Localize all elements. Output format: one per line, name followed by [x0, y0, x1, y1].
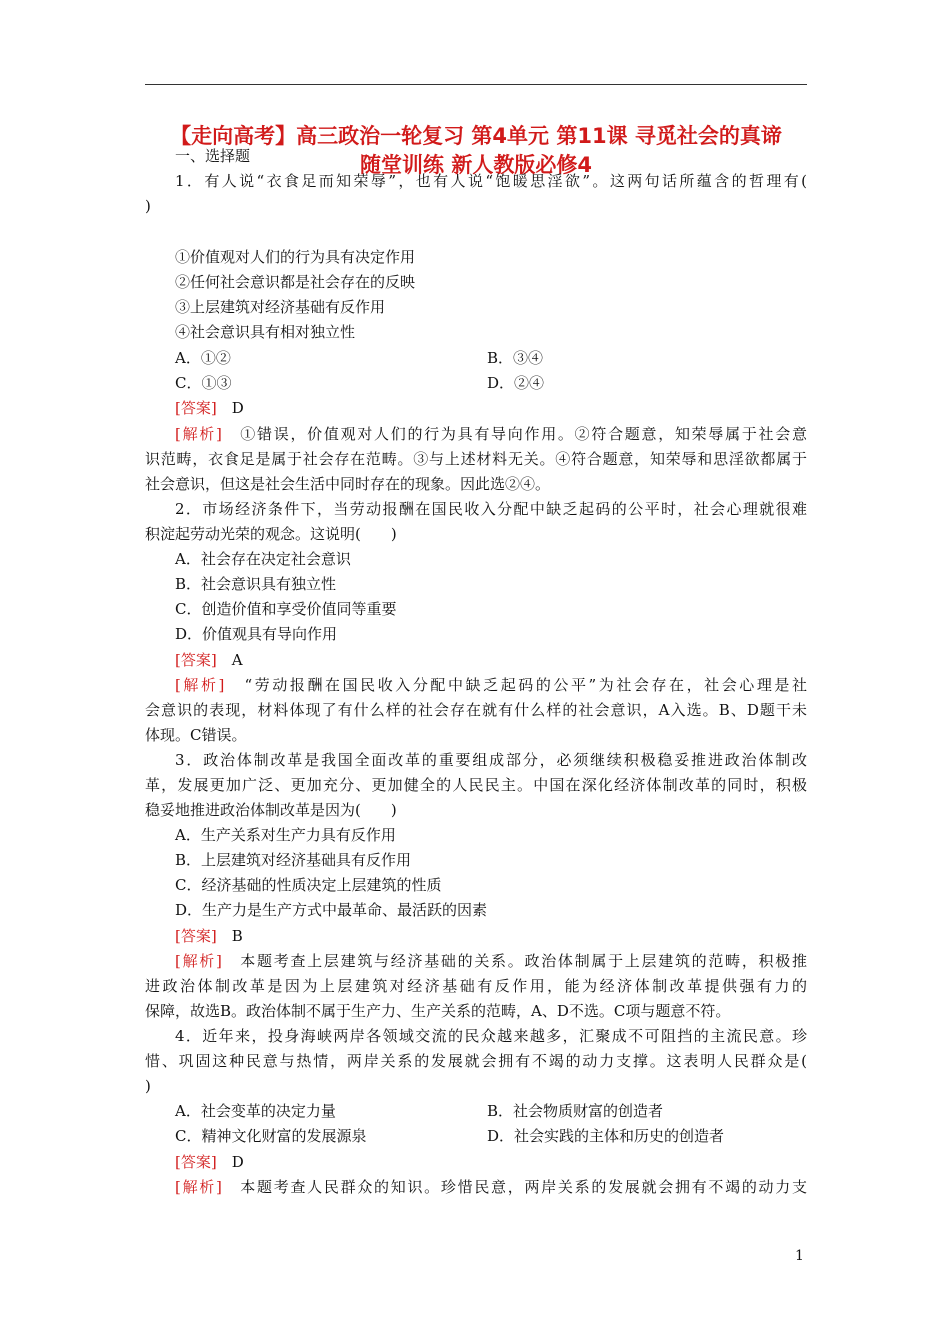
- q1-answer: [175, 398, 244, 418]
- q2-stem-line-2: 积淀起劳动光荣的观念。这说明( ): [145, 525, 397, 543]
- title-line-2: 随堂训练 新人教版必修4: [360, 153, 592, 177]
- q1-stem-line-2: ): [145, 197, 151, 215]
- q4-stem-line-1: 4．近年来，投身海峡两岸各领域交流的民众越来越多，汇聚成不可阻挡的主流民意。珍: [175, 1027, 807, 1045]
- q1-answer-value: D: [231, 399, 244, 417]
- q4-option-d: D．社会实践的主体和历史的创造者: [487, 1127, 725, 1145]
- q4-option-c: C．精神文化财富的发展源泉: [175, 1127, 367, 1145]
- q2-option-b: B．社会意识具有独立性: [175, 575, 337, 593]
- q2-option-c: C．创造价值和享受价值同等重要: [175, 600, 397, 618]
- q2-answer: [答案] A: [175, 651, 243, 669]
- q1-analysis-line-1: [解析] ①错误，价值观对人们的行为具有导向作用。②符合题意，知荣辱属于社会意: [175, 425, 807, 443]
- header-rule: [145, 84, 807, 85]
- q3-answer-value: B: [231, 927, 243, 945]
- q2-option-a: A．社会存在决定社会意识: [175, 550, 351, 568]
- q1-analysis-line-2: 识范畴，衣食足是属于社会存在范畴。③与上述材料无关。④符合题意，知荣辱和思淫欲都属于: [145, 450, 807, 468]
- q1-analysis-line-3: 社会意识，但这是社会生活中同时存在的现象。因此选②④。: [145, 475, 551, 493]
- q1-option-c: C．①③: [175, 374, 232, 392]
- q3-option-d: D．生产力是生产方式中最革命、最活跃的因素: [175, 901, 488, 919]
- q3-stem-line-3: 稳妥地推进政治体制改革是因为( ): [145, 801, 397, 819]
- section-heading: 一、选择题: [175, 147, 251, 165]
- q2-analysis-line-2: 会意识的表现，材料体现了有什么样的社会存在就有什么样的社会意识，A入选。B、D题干未: [145, 701, 807, 719]
- q1-item-1: ①价值观对人们的行为具有决定作用: [175, 248, 416, 266]
- q1-item-2: ②任何社会意识都是社会存在的反映: [175, 273, 416, 291]
- q3-option-a: A．生产关系对生产力具有反作用: [175, 826, 396, 844]
- q3-answer: [答案] B: [175, 927, 243, 945]
- q1-option-d: D．②④: [487, 374, 545, 392]
- q1-option-b: B．③④: [487, 349, 544, 367]
- q1-option-a: A．①②: [175, 349, 231, 367]
- q2-stem-line-1: 2．市场经济条件下，当劳动报酬在国民收入分配中缺乏起码的公平时，社会心理就很难: [175, 500, 807, 518]
- q4-option-b: B．社会物质财富的创造者: [487, 1102, 664, 1120]
- q1-item-3: ③上层建筑对经济基础有反作用: [175, 298, 386, 316]
- q4-answer: [答案] D: [175, 1153, 244, 1171]
- q3-stem-line-2: 革，发展更加广泛、更加充分、更加健全的人民民主。中国在深化经济体制改革的同时，积极: [145, 776, 807, 794]
- q4-answer-value: D: [231, 1153, 244, 1171]
- q2-analysis-line-3: 体现。C错误。: [145, 726, 247, 744]
- analysis-label: [解析]: [175, 425, 222, 443]
- q3-analysis-line-1: [解析] 本题考查上层建筑与经济基础的关系。政治体制属于上层建筑的范畴，积极推: [175, 952, 807, 970]
- q2-option-d: D．价值观具有导向作用: [175, 625, 338, 643]
- q1-item-4: ④社会意识具有相对独立性: [175, 323, 356, 341]
- q4-stem-line-2: 惜、巩固这种民意与热情，两岸关系的发展就会拥有不竭的动力支撑。这表明人民群众是(: [145, 1052, 807, 1070]
- q2-analysis-line-1: [解析] “劳动报酬在国民收入分配中缺乏起码的公平”为社会存在，社会心理是社: [175, 676, 807, 694]
- q3-stem-line-1: 3．政治体制改革是我国全面改革的重要组成部分，必须继续积极稳妥推进政治体制改: [175, 751, 807, 769]
- q2-answer-value: A: [231, 651, 243, 669]
- answer-label: [答案]: [175, 399, 217, 417]
- q3-option-b: B．上层建筑对经济基础具有反作用: [175, 851, 412, 869]
- q3-option-c: C．经济基础的性质决定上层建筑的性质: [175, 876, 442, 894]
- q4-stem-line-3: ): [145, 1077, 151, 1095]
- q1-stem-line-1: 1．有人说“衣食足而知荣辱”，也有人说“饱暖思淫欲”。这两句话所蕴含的哲理有(: [175, 172, 807, 190]
- title-line-1: 【走向高考】高三政治一轮复习 第4单元 第11课 寻觅社会的真谛: [170, 124, 782, 148]
- q4-analysis-line-1: [解析] 本题考查人民群众的知识。珍惜民意，两岸关系的发展就会拥有不竭的动力支: [175, 1178, 807, 1196]
- q3-analysis-line-3: 保障，故选B。政治体制不属于生产力、生产关系的范畴，A、D不选。C项与题意不符。: [145, 1002, 731, 1020]
- page-number: 1: [795, 1248, 804, 1264]
- q4-option-a: A．社会变革的决定力量: [175, 1102, 336, 1120]
- q3-analysis-line-2: 进政治体制改革是因为上层建筑对经济基础有反作用，能为经济体制改革提供强有力的: [145, 977, 807, 995]
